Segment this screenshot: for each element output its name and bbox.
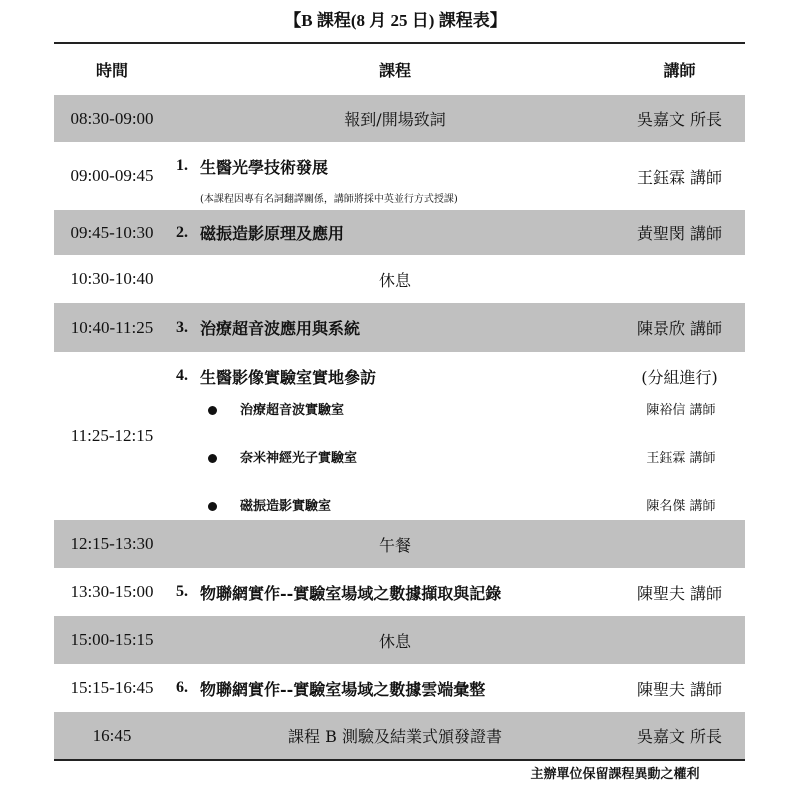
- table-row: [54, 95, 745, 142]
- row-teacher: [614, 616, 745, 664]
- course-note: (本課程因專有名詞翻譯關係，講師將採中英並行方式授課): [200, 194, 458, 205]
- row-time: 16:45: [92, 725, 132, 745]
- row-time: 08:30-09:00: [70, 108, 154, 128]
- row-course: [176, 142, 636, 190]
- bullet-icon: [208, 406, 217, 415]
- row-time: 12:15-13:30: [70, 534, 154, 553]
- table-row: [54, 142, 745, 210]
- row-course: [176, 664, 636, 712]
- lab-name: 奈米神經光子實驗室: [240, 451, 358, 466]
- row-time: 15:15-16:45: [70, 678, 154, 697]
- lab-teacher: 王鈺霖 講師: [646, 451, 716, 466]
- table-row: [54, 255, 745, 303]
- row-teacher: [614, 255, 745, 303]
- row-teacher: (分組進行): [641, 367, 718, 387]
- row-teacher: 王鈺霖 講師: [636, 167, 723, 187]
- header-time: 時間: [95, 62, 128, 80]
- row-teacher: 陳聖夫 講師: [636, 679, 723, 699]
- table-bottom-rule: [54, 759, 745, 761]
- header-teacher: 講師: [663, 60, 696, 80]
- course-title: 物聯網實作--實驗室場域之數據雲端彙整: [200, 679, 486, 699]
- row-time: 11:25-12:15: [70, 426, 154, 445]
- row-course: 報到/開場致詞: [344, 110, 446, 129]
- table-row: [54, 520, 745, 568]
- course-number: 6.: [176, 679, 188, 696]
- row-teacher: 吳嘉文 所長: [636, 727, 723, 746]
- table-header: [54, 44, 745, 94]
- row-course: 休息: [378, 270, 411, 290]
- row-course: [176, 568, 636, 616]
- row-time: 09:00-09:45: [70, 166, 154, 185]
- course-number: 1.: [176, 157, 188, 174]
- row-course: [176, 352, 636, 400]
- row-course: [176, 303, 636, 352]
- table-row: [54, 352, 745, 520]
- row-teacher: 黃聖閔 講師: [636, 224, 723, 243]
- course-title: 物聯網實作--實驗室場域之數據擷取與記錄: [200, 583, 502, 603]
- row-time: 15:00-15:15: [70, 630, 154, 649]
- header-course: 課程: [378, 60, 411, 80]
- row-time: 10:40-11:25: [70, 317, 154, 337]
- course-title: 生醫影像實驗室實地參訪: [200, 367, 377, 387]
- row-course: 休息: [378, 631, 411, 651]
- course-number: 5.: [176, 583, 188, 600]
- row-teacher: [614, 520, 745, 568]
- table-row: [54, 210, 745, 255]
- course-title: 磁振造影原理及應用: [200, 224, 345, 243]
- row-course: 課程 B 測驗及結業式頒發證書: [288, 727, 502, 746]
- course-number: 3.: [176, 318, 188, 336]
- course-title: 生醫光學技術發展: [200, 157, 329, 177]
- lab-name: 治療超音波實驗室: [240, 403, 345, 418]
- course-number: 4.: [176, 367, 188, 384]
- table-row: [54, 664, 745, 712]
- row-time: 13:30-15:00: [70, 582, 154, 601]
- bullet-icon: [208, 454, 217, 463]
- row-time: 10:30-10:40: [70, 269, 154, 288]
- table-row: [54, 303, 745, 352]
- page-title: 【B 課程(8 月 25 日) 課程表】: [284, 11, 507, 30]
- footer-note: 主辦單位保留課程異動之權利: [530, 767, 700, 782]
- table-row: [54, 568, 745, 616]
- lab-teacher: 陳裕信 講師: [646, 403, 716, 418]
- course-number: 2.: [176, 223, 188, 241]
- course-title: 治療超音波應用與系統: [200, 319, 361, 338]
- list-item: [54, 401, 745, 425]
- row-time: 09:45-10:30: [70, 222, 154, 242]
- lab-teacher: 陳名傑 講師: [646, 499, 716, 514]
- table-row: [54, 712, 745, 759]
- lab-name: 磁振造影實驗室: [240, 499, 332, 514]
- row-teacher: 陳聖夫 講師: [636, 583, 723, 603]
- row-course: [176, 210, 636, 255]
- row-teacher: 陳景欣 講師: [636, 319, 723, 338]
- table-row: [54, 616, 745, 664]
- list-item: [54, 497, 745, 521]
- row-teacher: 吳嘉文 所長: [636, 110, 723, 129]
- list-item: [54, 449, 745, 473]
- bullet-icon: [208, 502, 217, 511]
- row-course: 午餐: [378, 535, 411, 555]
